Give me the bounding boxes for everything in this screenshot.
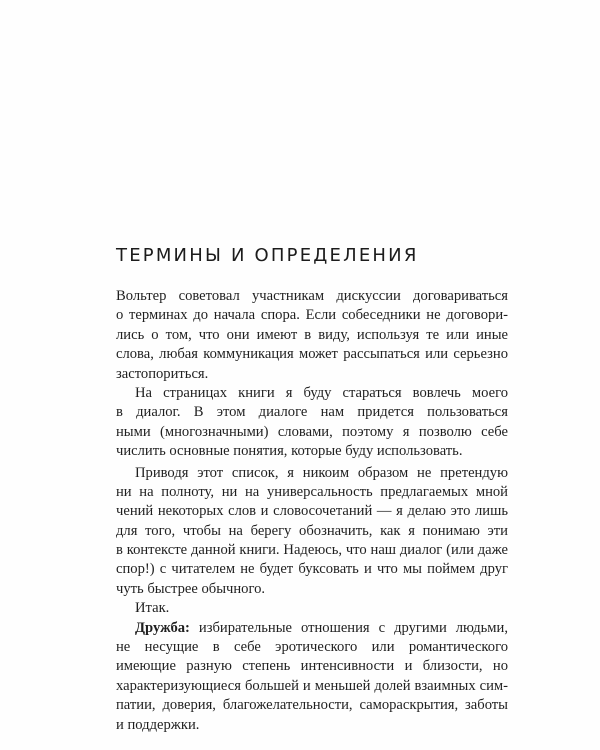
paragraph-2 (116, 384, 536, 462)
text-line: ни на полноту, ни на универсальность предлагаемых мной (116, 483, 508, 500)
text-line: застопориться. (116, 365, 209, 382)
text-line: патии, доверия, благожелательности, самораскрытия, заботы (116, 697, 508, 714)
paragraph-1 (116, 287, 536, 384)
text-line: Вольтер советовал участникам дискуссии договариваться (116, 288, 508, 304)
text-line: для того, чтобы на берегу обозначить, как я понимаю эти (116, 522, 508, 539)
section-heading: ТЕРМИНЫ И ОПРЕДЕЛЕНИЯ (116, 245, 419, 266)
text-line: и поддержки. (116, 716, 200, 733)
text-line: в контексте данной книги. Надеюсь, что наш диалог (или даже (116, 542, 508, 559)
definition-term: Дружба: (135, 619, 190, 636)
text-line: не несущие в себе эротического или романтического (116, 639, 508, 656)
text-line: в диалог. В этом диалоге нам придется пользоваться (116, 404, 508, 421)
text-line: На страницах книги я буду стараться вовлечь моего (135, 384, 508, 401)
text-line: спор!) с читателем не будет буксовать и что мы поймем друг (116, 561, 508, 578)
text-line: чуть быстрее обычного. (116, 580, 266, 597)
text-line: лись о том, что они имеют в виду, используя те или иные (116, 326, 508, 343)
definition-friendship (116, 619, 536, 735)
text-line: о терминах до начала спора. Если собеседники не договори- (116, 307, 508, 324)
text-line: чений некоторых слов и словосочетаний — я делаю это лишь (116, 503, 508, 520)
definition-text: избирательные отношения с другими людьми, (189, 619, 508, 636)
text-line: Итак. (135, 600, 170, 617)
text-line: слова, любая коммуникация может рассыпаться или серьезно (116, 346, 508, 363)
text-line: характеризующиеся большей и меньшей долей взаимных сим- (116, 677, 508, 694)
paragraph-4 (116, 599, 536, 618)
text-line: числить основные понятия, которые буду использовать. (116, 443, 463, 460)
text-line (116, 619, 508, 638)
text-line: Приводя этот список, я никоим образом не претендую (135, 464, 508, 481)
body-text (116, 287, 536, 735)
paragraph-3 (116, 464, 536, 600)
text-line: ными (многозначными) словами, поэтому я позволю себе (116, 423, 508, 440)
text-line: имеющие разную степень интенсивности и близости, но (116, 658, 508, 675)
